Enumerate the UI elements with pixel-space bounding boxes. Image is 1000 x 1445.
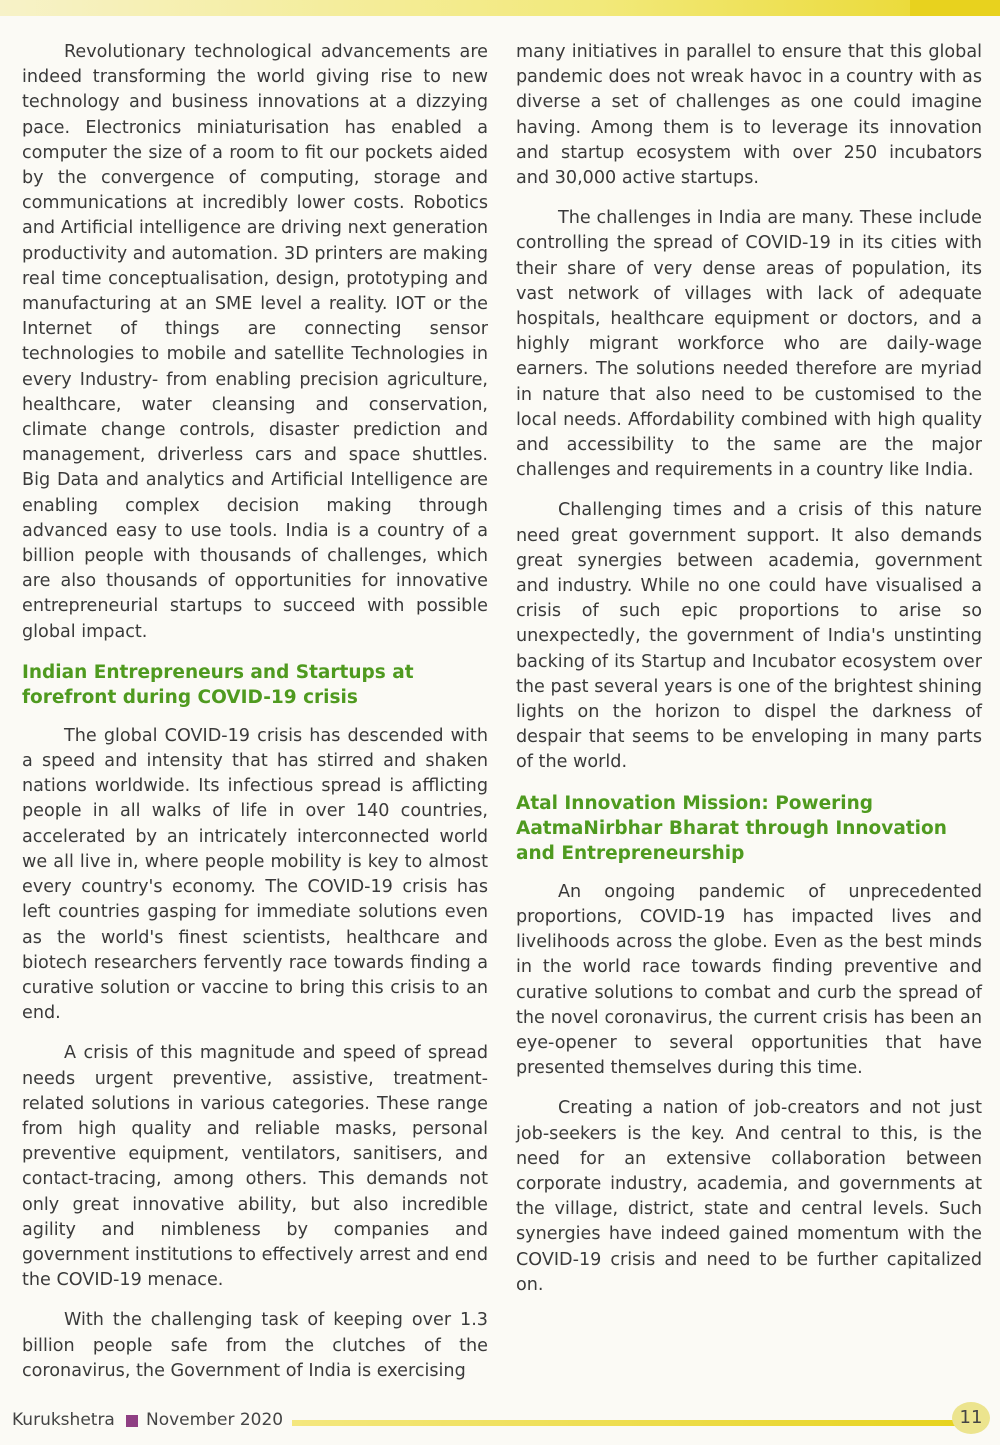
paragraph: A crisis of this magnitude and speed of spread needs urgent preventive, assistive, treatment-related solutions in various categories. These range from high quality and reliable masks, personal preventive equipment, ventilators, sanitisers, and contact-tracing, among others. This demands not only great innovative ability, but also incredible agility and nimbleness by companies and government institutions to effectively arrest and end the COVID-19 menace. xyxy=(22,1043,488,1291)
top-corner-tab xyxy=(910,0,1000,16)
magazine-name: Kurukshetra xyxy=(12,1410,115,1430)
square-bullet-icon xyxy=(126,1415,138,1427)
issue-date: November 2020 xyxy=(146,1410,284,1430)
paragraph: With the challenging task of keeping over 1.3 billion people safe from the clutches of the coronavirus, the Government of India is exercising xyxy=(22,1310,488,1381)
section-heading-indian-entrepreneurs: Indian Entrepreneurs and Startups at forefront during COVID-19 crisis xyxy=(22,661,414,708)
footer-stripe xyxy=(292,1420,956,1426)
page-number: 11 xyxy=(952,1402,990,1434)
right-column xyxy=(516,40,982,1313)
page-footer xyxy=(0,1398,1000,1438)
paragraph: An ongoing pandemic of unprecedented proportions, COVID-19 has impacted lives and livelihoods across the globe. Even as the best minds in the world race towards finding preventive and curative solutions to combat and curb the spread of the novel coronavirus, the current crisis has been an eye-opener to several opportunities that have presented themselves during this time. xyxy=(516,881,982,1079)
paragraph: many initiatives in parallel to ensure that this global pandemic does not wreak havoc in a country with as diverse a set of challenges as one could imagine having. Among them is to leverage its innovation and startup ecosystem with over 250 incubators and 30,000 active startups. xyxy=(516,42,982,189)
paragraph: Revolutionary technological advancements are indeed transforming the world giving rise to new technology and business innovations at a dizzying pace. Electronics miniaturisation has enabled a computer the size of a room to fit our pockets aided by the convergence of computing, storage and communications at incredibly lower costs. Robotics and Artificial intelligence are driving next generation productivity and automation. 3D printers are making real time conceptualisation, design, prototyping and manufacturing at an SME level a reality. IOT or the Internet of things are connecting sensor technologies to mobile and satellite Technologies in every Industry- from enabling precision agriculture, healthcare, water cleansing and conservation, climate change controls, disaster prediction and management, driverless cars and space shuttles. Big Data and analytics and Artificial Intelligence are enabling complex decision making through advanced easy to use tools. India is a country of a billion people with thousands of challenges, which are also thousands of opportunities for innovative entrepreneurial startups to succeed with possible global impact. xyxy=(22,42,488,642)
paragraph: The challenges in India are many. These include controlling the spread of COVID-19 in its cities with their share of very dense areas of population, its vast network of villages with lack of adequate hospitals, healthcare equipment or doctors, and a highly migrant workforce who are daily-wage earners. The solutions needed therefore are myriad in nature that also need to be customised to the local needs. Affordability combined with high quality and accessibility to the same are the major challenges and requirements in a country like India. xyxy=(516,208,982,481)
paragraph: The global COVID-19 crisis has descended with a speed and intensity that has stirred and shaken nations worldwide. Its infectious spread is afflicting people in all walks of life in over 140 countries, accelerated by an intricately interconnected world we all live in, where people mobility is key to almost every country's economy. The COVID-19 crisis has left countries gasping for immediate solutions even as the world's finest scientists, healthcare and biotech researchers fervently race towards finding a curative solution or vaccine to bring this crisis to an end. xyxy=(22,725,488,1024)
section-heading-atal-innovation-mission: Atal Innovation Mission: Powering AatmaNirbhar Bharat through Innovation and Entrepreneurship xyxy=(516,792,947,864)
paragraph: Creating a nation of job-creators and not just job-seekers is the key. And central to this, is the need for an extensive collaboration between corporate industry, academia, and governments at the village, district, state and central levels. Such synergies have indeed gained momentum with the COVID-19 crisis and need to be further capitalized on. xyxy=(516,1098,982,1295)
paragraph: Challenging times and a crisis of this nature need great government support. It also demands great synergies between academia, government and industry. While no one could have visualised a crisis of such epic proportions to arise so unexpectedly, the government of India's unstinting backing of its Startup and Incubator ecosystem over the past several years is one of the brightest shining lights on the horizon to dispel the darkness of despair that seems to be enveloping in many parts of the world. xyxy=(516,500,982,773)
left-column xyxy=(22,40,488,1399)
top-decorative-bar xyxy=(0,0,1000,16)
